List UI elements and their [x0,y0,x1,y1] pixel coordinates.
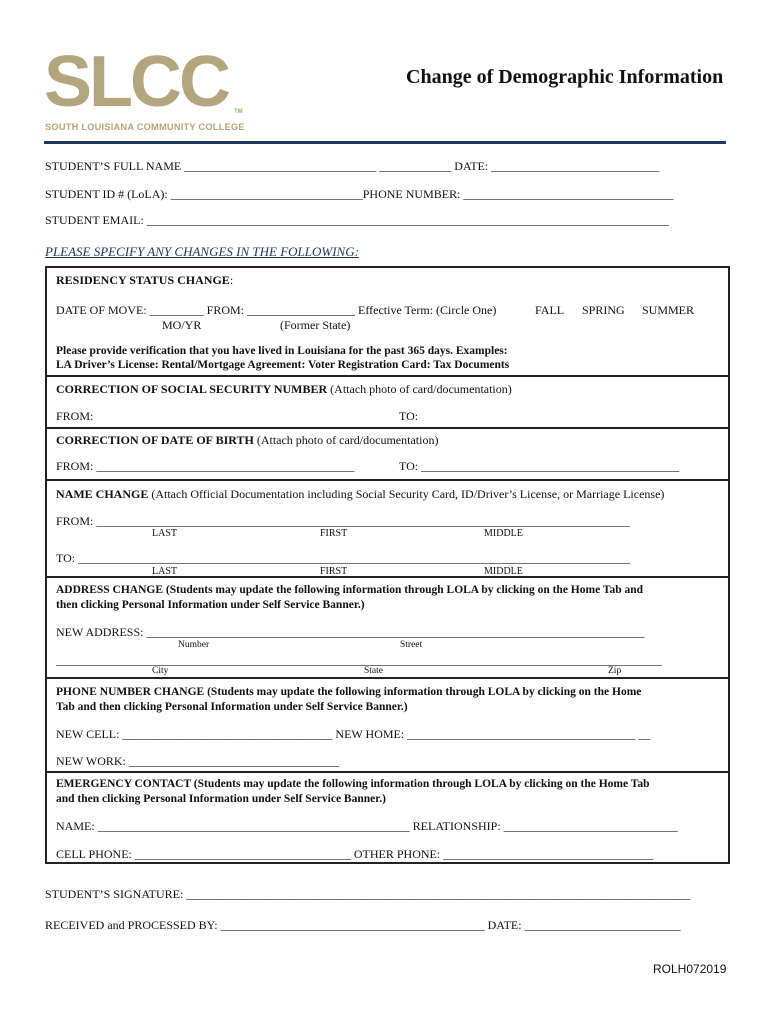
dob-heading-text: CORRECTION OF DATE OF BIRTH [56,433,254,447]
logo-college-name: SOUTH LOUISIANA COMMUNITY COLLEGE [45,122,245,132]
address-state-label: State [364,666,383,675]
student-full-name-field[interactable]: STUDENT’S FULL NAME ________________________________ ____________ DATE: ____________________________ [45,159,660,173]
address-zip-label: Zip [608,666,622,675]
name-from-first-label: FIRST [320,528,348,539]
ssn-heading-text: CORRECTION OF SOCIAL SECURITY NUMBER [56,382,328,396]
name-change-heading-text: NAME CHANGE [56,487,149,501]
ssn-to-field[interactable]: TO: [399,409,419,423]
new-work-field[interactable]: NEW WORK: ___________________________________ [56,754,339,768]
emergency-heading-line2: and then clicking Personal Information under Self Service Banner.) [56,793,386,805]
name-change-heading [56,487,664,502]
divider [45,771,730,773]
name-from-field[interactable]: FROM: _________________________________________________________________________________________ [56,514,631,528]
divider [45,576,730,578]
name-from-middle-label: MIDDLE [484,528,523,539]
address-heading-line2: then clicking Personal Information under Self Service Banner.) [56,599,365,611]
changes-heading: PLEASE SPECIFY ANY CHANGES IN THE FOLLOWING: [45,244,359,259]
form-code: ROLH072019 [653,962,727,976]
former-state-label: (Former State) [280,318,351,332]
residency-heading-text: RESIDENCY STATUS CHANGE [56,273,230,287]
name-to-middle-label: MIDDLE [484,566,523,575]
divider [45,427,730,429]
new-cell-home-field[interactable]: NEW CELL: ___________________________________ NEW HOME: ______________________________________ __ [56,727,651,741]
phone-heading-line1: PHONE NUMBER CHANGE (Students may update the following information through LOLA by clicking on the Home [56,686,642,698]
divider [45,375,730,377]
dob-to-field[interactable]: TO: ___________________________________________ [399,459,680,473]
date-of-move-field[interactable]: DATE OF MOVE: _________ FROM: __________________ Effective Term: (Circle One) [56,303,497,317]
address-number-label: Number [178,640,210,650]
residency-heading [56,273,233,288]
name-to-first-label: FIRST [320,566,348,575]
name-to-last-label: LAST [152,566,177,575]
emergency-name-relationship-field[interactable]: NAME: ____________________________________________________ RELATIONSHIP: _____________________________ [56,819,678,833]
address-street-label: Street [400,640,423,650]
residency-heading-colon: : [229,273,234,287]
phone-heading-line2: Tab and then clicking Personal Information under Self Service Banner.) [56,701,408,713]
divider [45,479,730,481]
name-to-field[interactable]: TO: ____________________________________________________________________________________________ [56,551,631,565]
student-email-field[interactable]: STUDENT EMAIL: _______________________________________________________________________________________ [45,213,669,227]
emergency-phones-field[interactable]: CELL PHONE: ____________________________________ OTHER PHONE: ___________________________________ [56,847,654,861]
ssn-heading-note: (Attach photo of card/documentation) [327,382,512,396]
ssn-heading [56,382,512,397]
divider [45,677,730,679]
term-summer-option[interactable]: SUMMER [642,303,695,317]
new-address-field[interactable]: NEW ADDRESS: ___________________________________________________________________________________ [56,625,645,639]
dob-from-field[interactable]: FROM: ___________________________________________ [56,459,355,473]
dob-heading-note: (Attach photo of card/documentation) [253,433,439,447]
verification-instructions: Please provide verification that you have lived in Louisiana for the past 365 days. Examples: [56,345,508,357]
name-from-last-label: LAST [152,528,177,539]
city-state-zip-field[interactable]: _____________________________________________________________________________________________________ [56,653,662,667]
verification-examples: LA Driver’s License: Rental/Mortgage Agreement: Voter Registration Card: Tax Documents [56,359,510,371]
address-heading-line1: ADDRESS CHANGE (Students may update the following information through LOLA by clicking on the Home Tab and [56,584,644,596]
term-fall-option[interactable]: FALL [535,303,565,317]
term-spring-option[interactable]: SPRING [582,303,625,317]
name-change-heading-note: (Attach Official Documentation including Social Security Card, ID/Driver’s License, or Marriage License) [148,487,665,501]
document-title: Change of Demographic Information [406,66,724,88]
mo-yr-label: MO/YR [162,318,202,332]
student-signature-field[interactable]: STUDENT’S SIGNATURE: ____________________________________________________________________________________ [45,887,691,901]
emergency-heading-line1: EMERGENCY CONTACT (Students may update the following information through LOLA by clicking on the Home Tab [56,778,650,790]
address-city-label: City [152,666,169,675]
logo-trademark: TM [234,109,243,115]
dob-heading [56,433,438,448]
received-processed-field[interactable]: RECEIVED and PROCESSED BY: ____________________________________________ DATE: __________________________ [45,918,681,932]
logo-letters: SLCC [44,42,228,122]
title-rule [44,141,726,144]
ssn-from-field[interactable]: FROM: [56,409,94,423]
student-id-phone-field[interactable]: STUDENT ID # (LoLA): ________________________________PHONE NUMBER: ___________________________________ [45,187,674,201]
